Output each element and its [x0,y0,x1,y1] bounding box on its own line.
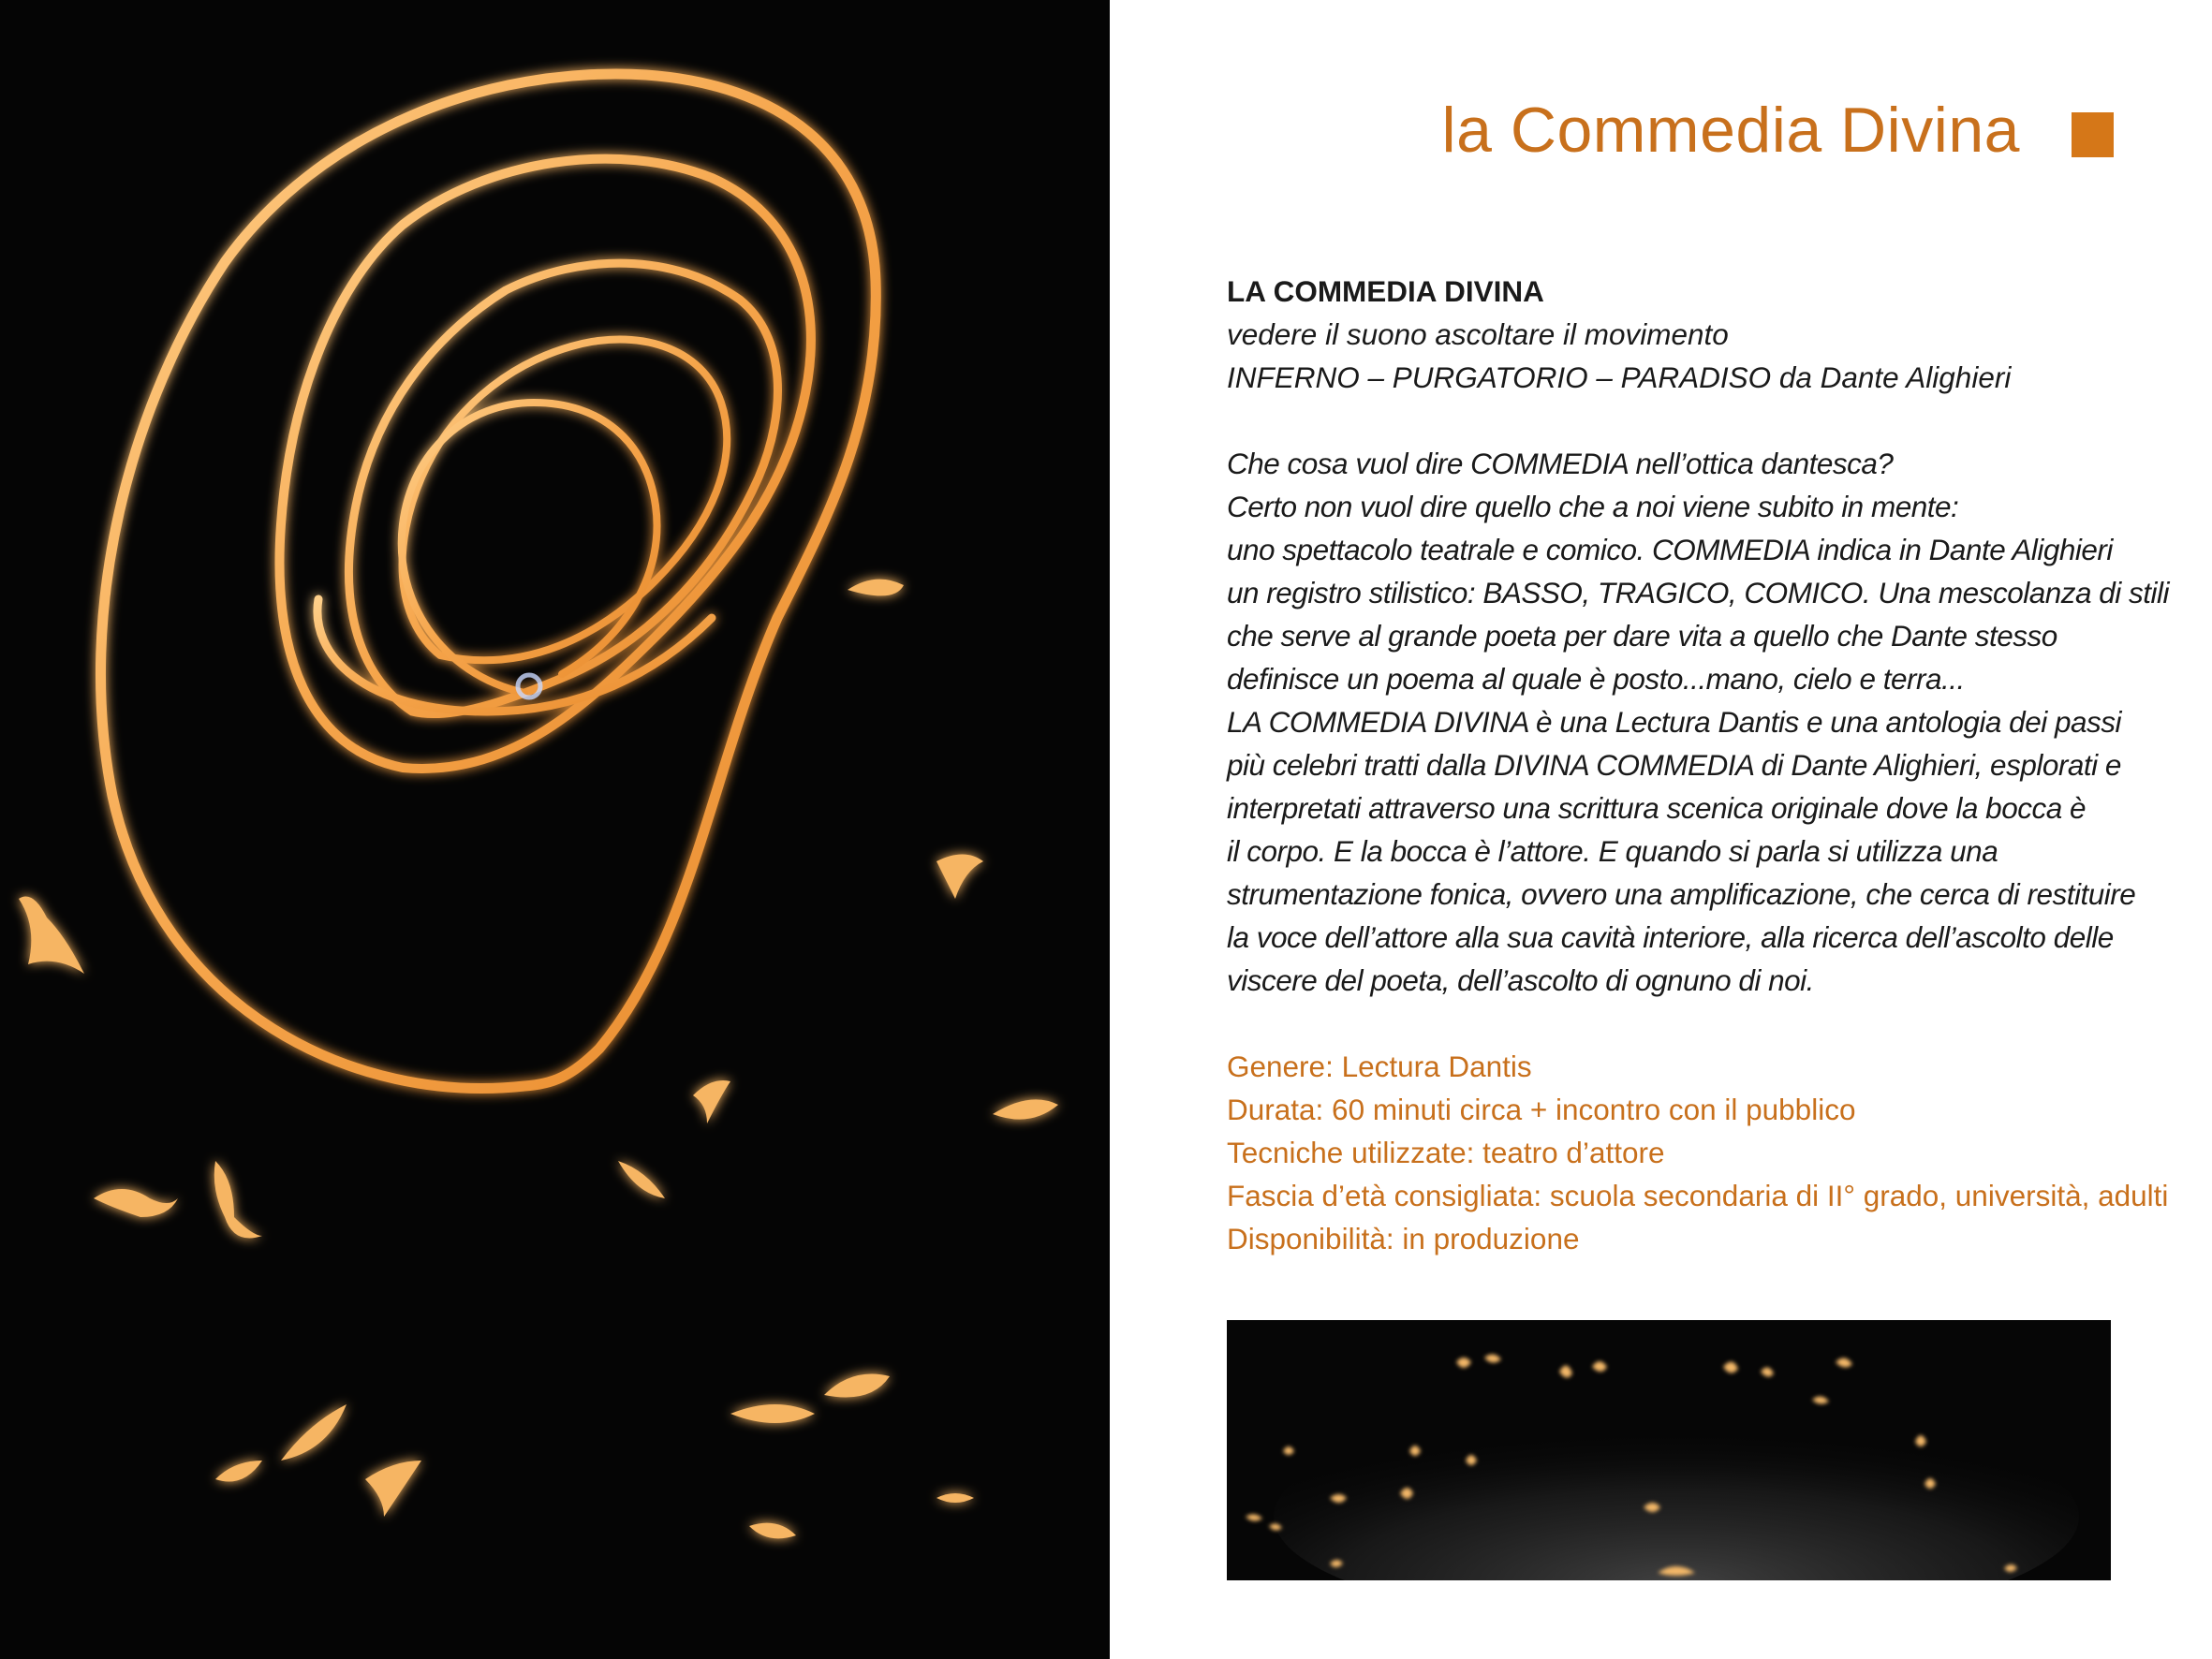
body-line: strumentazione fonica, ovvero una amplificazione, che cerca di restituire [1227,877,2136,911]
body-line: più celebri tratti dalla DIVINA COMMEDIA di Dante Alighieri, esplorati e [1227,748,2121,782]
orange-square-icon [2072,112,2114,157]
body-line: Certo non vuol dire quello che a noi viene subito in mente: [1227,490,1959,523]
body-line: viscere del poeta, dell’ascolto di ognuno di noi. [1227,963,1814,997]
body-line: definisce un poema al quale è posto...mano, cielo e terra... [1227,662,1965,696]
page-title: la Commedia Divina [1441,95,2020,166]
body-line: la voce dell’attore alla sua cavità interiore, alla ricerca dell’ascolto delle [1227,920,2114,954]
info-fascia-eta: Fascia d’età consigliata: scuola secondaria di II° grado, università, adulti [1227,1179,2169,1212]
body-line: interpretati attraverso una scrittura scenica originale dove la bocca è [1227,791,2087,825]
body-line: che serve al grande poeta per dare vita a quello che Dante stesso [1227,619,2057,653]
subtitle-2: INFERNO – PURGATORIO – PARADISO da Dante Alighieri [1227,360,2012,394]
subtitle: vedere il suono ascoltare il movimento [1227,317,1729,351]
info-disponibilita: Disponibilità: in produzione [1227,1222,1580,1255]
info-durata: Durata: 60 minuti circa + incontro con il pubblico [1227,1093,1856,1126]
body-line: un registro stilistico: BASSO, TRAGICO, COMICO. Una mescolanza di stili [1227,576,2170,609]
text-block [1227,270,2170,1260]
body-line: uno spettacolo teatrale e comico. COMMEDIA indica in Dante Alighieri [1227,533,2113,566]
heading: LA COMMEDIA DIVINA [1227,274,1544,308]
body-line: Che cosa vuol dire COMMEDIA nell’ottica dantesca? [1227,447,1894,480]
body-line: il corpo. E la bocca è l’attore. E quando si parla si utilizza una [1227,834,1998,868]
body-line: LA COMMEDIA DIVINA è una Lectura Dantis e una antologia dei passi [1227,705,2121,739]
info-tecniche: Tecniche utilizzate: teatro d’attore [1227,1136,1665,1169]
stage-flames-photo [1227,1320,2111,1580]
info-genere: Genere: Lectura Dantis [1227,1050,1532,1083]
stage-flames-image [1227,1320,2111,1580]
